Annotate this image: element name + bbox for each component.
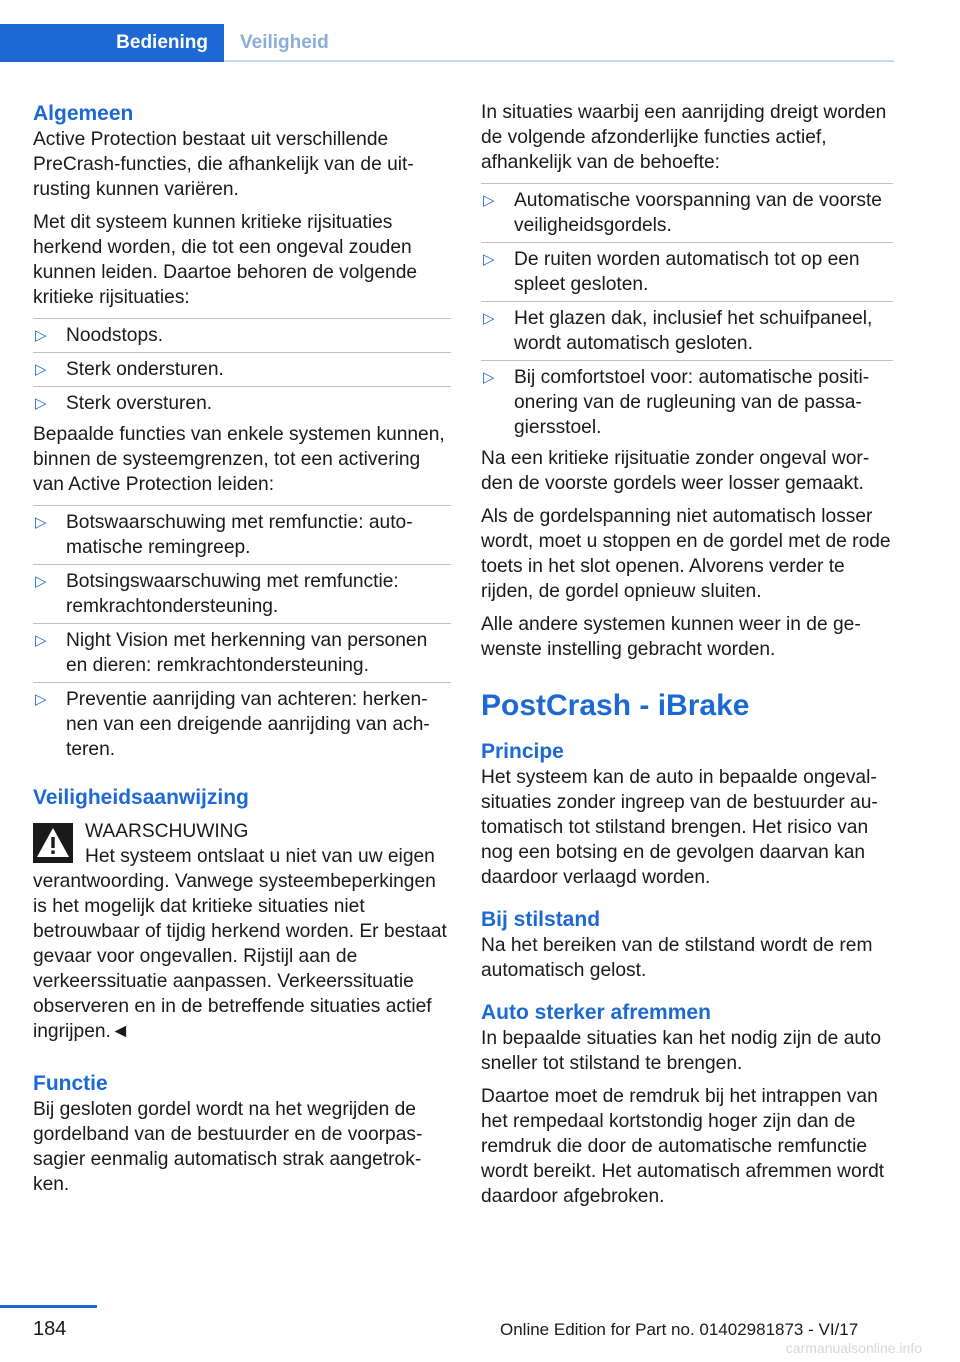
heading-postcrash-ibrake: PostCrash - iBrake [481,689,750,722]
list-functies [33,505,451,766]
paragraph: Bepaalde functies van enkele systemen kunnen, binnen de systeemgrenzen, tot een activering van Active Protection leiden: [33,424,445,495]
heading-algemeen: Algemeen [33,102,134,125]
list-item: ▷ Sterk ondersturen. [33,352,451,386]
paragraph: Alle andere systemen kunnen weer in de gewenste instelling gebracht worden. [481,614,861,660]
list-afzonderlijke-functies [481,183,893,444]
tab-bediening[interactable]: Bediening [0,24,224,62]
heading-functie: Functie [33,1072,108,1095]
list-item: ▷ De ruiten worden automatisch tot op een spleet gesloten. [481,242,893,301]
paragraph: Na een kritieke rijsituatie zonder ongeval worden de voorste gordels weer losser gemaakt. [481,448,870,494]
paragraph: Daartoe moet de remdruk bij het intrappen van het rempedaal kortstondig hoger zijn dan de remdruk die door de automatische remfunctie wordt bereikt. Het automatisch afremmen wordt daardoor afgebroken. [481,1086,885,1207]
left-column [33,100,451,1205]
warning-block [33,819,451,1044]
footer-accent-line [0,1305,97,1308]
heading-auto-sterker-afremmen: Auto sterker afremmen [481,1001,711,1024]
warning-title: WAARSCHUWING [85,821,249,842]
paragraph: In bepaalde situaties kan het nodig zijn de auto sneller tot stilstand te brengen. [481,1028,882,1074]
watermark: carmanualsonline.info [785,1340,922,1356]
list-item: ▷ Preventie aanrijding van achteren: herkennen van een dreigende aanrijding van achteren. [33,682,451,766]
list-rijsituaties [33,318,451,420]
list-item: ▷ Night Vision met herkenning van personen en dieren: remkrachtondersteuning. [33,623,451,682]
heading-veiligheidsaanwijzing: Veiligheidsaanwijzing [33,786,249,809]
right-column [481,100,893,1217]
edition-note: Online Edition for Part no. 01402981873 - VI/17 [500,1320,859,1339]
tab-veiligheid[interactable]: Veiligheid [224,24,345,62]
warning-triangle-icon [33,823,73,863]
heading-bij-stilstand: Bij stilstand [481,908,601,931]
paragraph: Met dit systeem kunnen kritieke rijsituaties herkend worden, die tot een ongeval zouden kunnen leiden. Daartoe behoren de volgende kritieke rijsituaties: [33,212,418,308]
paragraph: Het systeem kan de auto in bepaalde ongevalsituaties zonder ingreep van de bestuurder automatisch tot stilstand brengen. Het risico van nog een botsing en de gevolgen daarvan kan daardoor verlaagd worden. [481,767,878,888]
warning-text: Het systeem ontslaat u niet van uw eigen verantwoording. Vanwege systeembeperkingen is het mogelijk dat kritieke situaties niet betrouwbaar of tijdig herkend worden. Er bestaat gevaar voor ongevallen. Rijstijl aan de verkeerssituatie aanpassen. Verkeerssituatie observeren en in de betreffende situaties actief ingrijpen.◄ [33,846,447,1042]
paragraph: Als de gordelspanning niet automatisch losser wordt, moet u stoppen en de gordel met de rode toets in het slot openen. Alvorens verder te rijden, de gordel opnieuw sluiten. [481,506,891,602]
paragraph: Bij gesloten gordel wordt na het wegrijden de gordelband van de bestuurder en de voorpassagier eenmalig automatisch strak aangetrokken. [33,1099,423,1195]
list-item: ▷ Automatische voorspanning van de voorste veiligheidsgordels. [481,183,893,242]
list-item: ▷ Sterk oversturen. [33,386,451,420]
paragraph: Na het bereiken van de stilstand wordt de rem automatisch gelost. [481,935,873,981]
page-number: 184 [33,1318,67,1340]
paragraph: Active Protection bestaat uit verschillende PreCrash-functies, die afhankelijk van de uitrusting kunnen variëren. [33,129,414,200]
list-item: ▷ Botswaarschuwing met remfunctie: automatische remingreep. [33,505,451,564]
heading-principe: Principe [481,740,564,763]
header-divider [224,60,894,62]
list-item: ▷ Bij comfortstoel voor: automatische positionering van de rugleuning van de passagiersstoel. [481,360,893,444]
paragraph: In situaties waarbij een aanrijding dreigt worden de volgende afzonderlijke functies actief, afhankelijk van de behoefte: [481,102,887,173]
list-item: ▷ Noodstops. [33,318,451,352]
header-tabs [0,24,345,62]
list-item: ▷ Het glazen dak, inclusief het schuifpaneel, wordt automatisch gesloten. [481,301,893,360]
list-item: ▷ Botsingswaarschuwing met remfunctie: remkrachtondersteuning. [33,564,451,623]
